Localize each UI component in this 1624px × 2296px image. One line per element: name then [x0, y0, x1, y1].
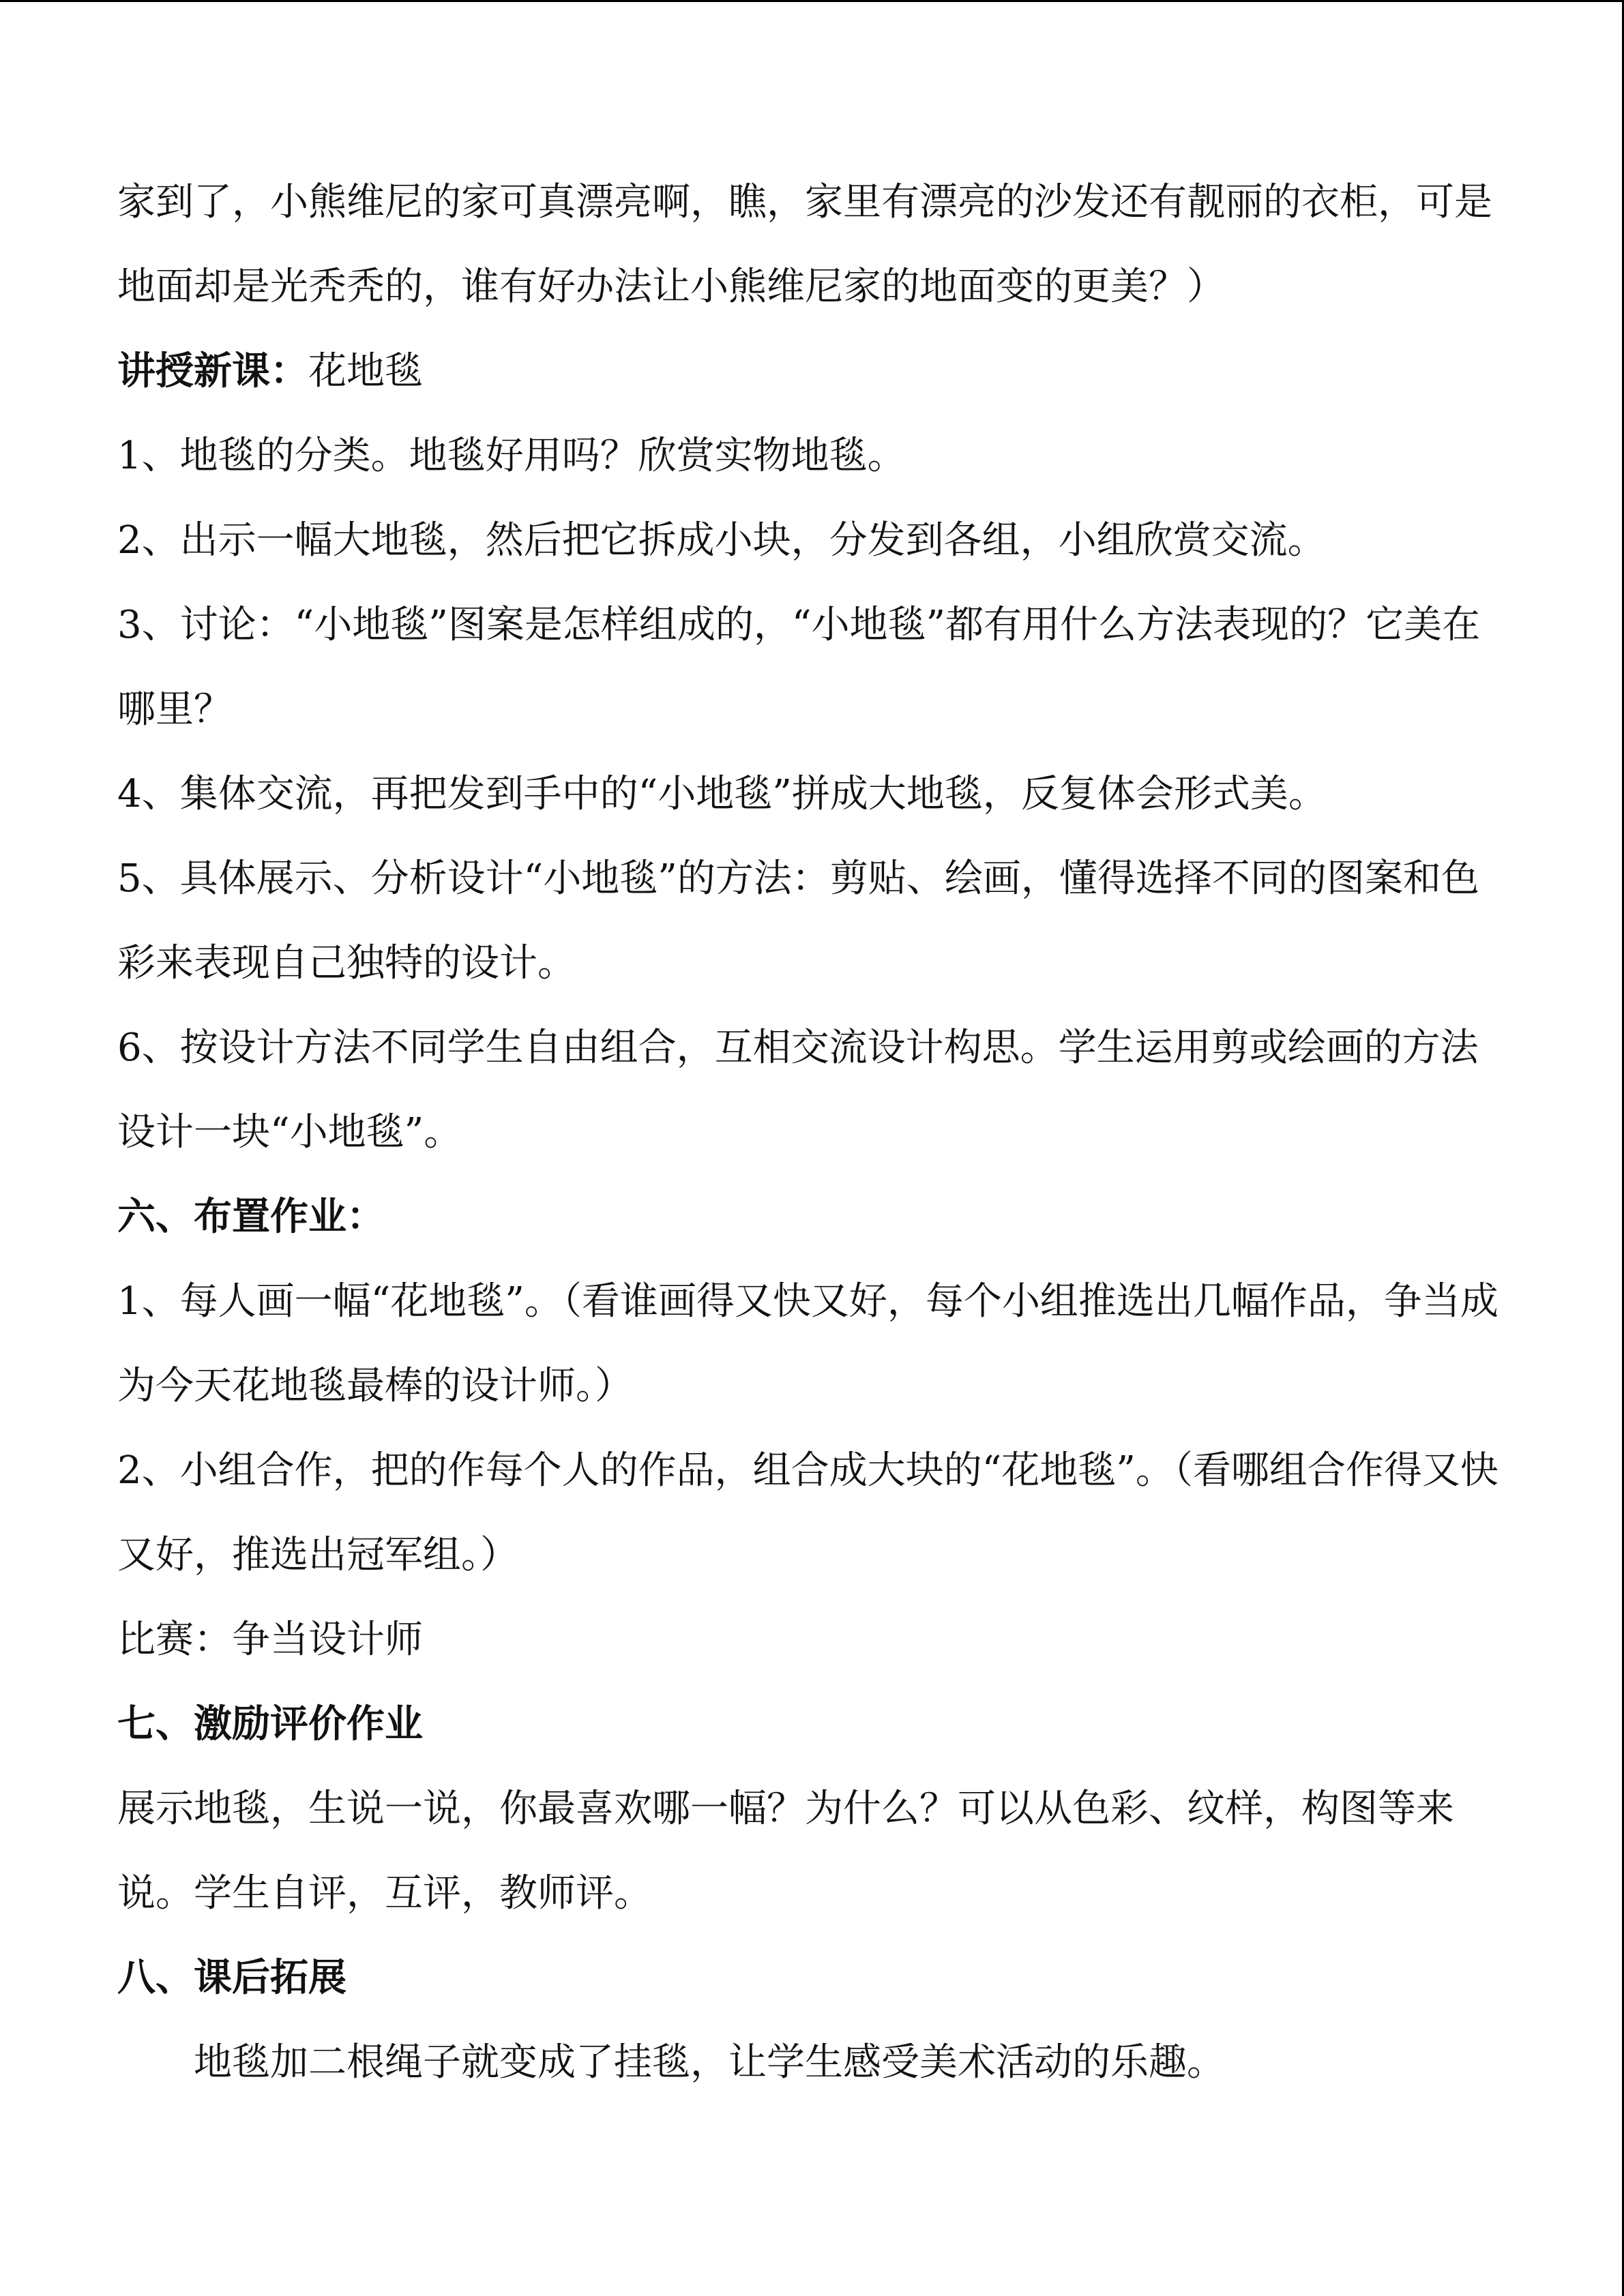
step-5: 5、具体展示、分析设计“小地毯”的方法：剪贴、绘画，懂得选择不同的图案和色彩来表现自己独特的设计。: [117, 856, 1479, 985]
extension-heading: 八、课后拓展: [117, 1956, 346, 2000]
new-lesson-line: [117, 329, 1502, 414]
document-body: [117, 160, 1502, 2105]
step-1: 1、地毯的分类。地毯好用吗？欣赏实物地毯。: [117, 434, 906, 478]
intro-line-1: 家到了，小熊维尼的家可真漂亮啊，瞧，家里有漂亮的沙发还有靓丽的衣柜，可是: [117, 180, 1492, 224]
evaluation-heading: 七、激励评价作业: [117, 1702, 423, 1746]
step-2: 2、出示一幅大地毯，然后把它拆成小块，分发到各组，小组欣赏交流。: [117, 518, 1326, 563]
intro-line-2: 地面却是光秃秃的，谁有好办法让小熊维尼家的地面变的更美？）: [117, 265, 1225, 309]
new-lesson-topic: 花地毯: [308, 349, 423, 393]
new-lesson-label: 讲授新课：: [117, 349, 308, 393]
extension-text: 地毯加二根绳子就变成了挂毯，让学生感受美术活动的乐趣。: [194, 2040, 1225, 2085]
homework-item-1: 1、每人画一幅“花地毯”。（看谁画得又快又好，每个小组推选出几幅作品，争当成为今天花地毯最棒的设计师。）: [117, 1279, 1498, 1408]
step-6: 6、按设计方法不同学生自由组合，互相交流设计构思。学生运用剪或绘画的方法设计一块“小地毯”。: [117, 1026, 1479, 1154]
homework-item-2: 2、小组合作，把的作每个人的作品，组合成大块的“花地毯”。（看哪组合作得又快又好，推选出冠军组。）: [117, 1448, 1498, 1577]
competition-line: 比赛：争当设计师: [117, 1617, 423, 1662]
homework-heading: 六、布置作业：: [117, 1195, 385, 1239]
step-4: 4、集体交流，再把发到手中的“小地毯”拼成大地毯，反复体会形式美。: [117, 772, 1327, 816]
step-3: 3、讨论：“小地毯”图案是怎样组成的，“小地毯”都有用什么方法表现的？它美在哪里？: [117, 603, 1481, 732]
evaluation-text: 展示地毯，生说一说，你最喜欢哪一幅？为什么？可以从色彩、纹样，构图等来说。学生自评，互评，教师评。: [117, 1787, 1454, 1915]
